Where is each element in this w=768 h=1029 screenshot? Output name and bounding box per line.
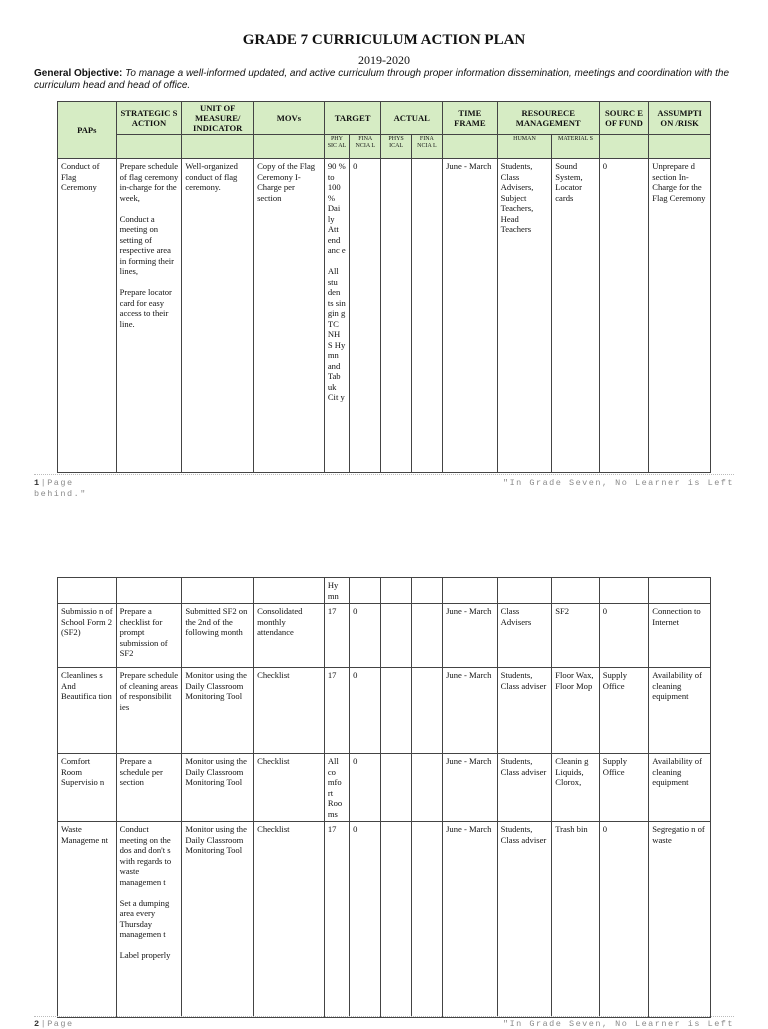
cell-target-fin <box>350 578 381 604</box>
footer-page-label: |Page <box>40 478 74 488</box>
cell-fund: Supply Office <box>599 754 649 822</box>
cell-strategic <box>116 578 182 604</box>
cell-unit: Monitor using the Daily Classroom Monitoring Tool <box>182 668 254 754</box>
footer-quote-2: "In Grade Seven, No Learner is Left <box>502 1019 734 1029</box>
cell-target-phys: 17 <box>324 668 349 754</box>
cell-movs: Copy of the Flag Ceremony I-Charge per section <box>254 159 325 473</box>
cell-target-fin: 0 <box>350 159 381 473</box>
cell-risk <box>649 578 711 604</box>
cell-strategic: Prepare schedule of cleaning areas of responsibilit ies <box>116 668 182 754</box>
cell-risk: Unprepare d section In-Charge for the Flag Ceremony <box>649 159 711 473</box>
sub-human: HUMAN <box>497 135 552 159</box>
cell-material <box>552 578 600 604</box>
cell-fund: 0 <box>599 604 649 668</box>
cell-material: SF2 <box>552 604 600 668</box>
cell-movs: Checklist <box>254 754 325 822</box>
cell-material: Floor Wax, Floor Mop <box>552 668 600 754</box>
cell-material: Trash bin <box>552 822 600 1018</box>
cell-unit: Submitted SF2 on the 2nd of the following month <box>182 604 254 668</box>
cell-time: June - March <box>443 668 498 754</box>
footer-page-1 <box>34 478 74 488</box>
cell-fund: 0 <box>599 159 649 473</box>
cell-unit: Monitor using the Daily Classroom Monitoring Tool <box>182 822 254 1018</box>
table-row <box>58 578 711 604</box>
footer-behind-1: behind." <box>34 489 87 499</box>
cell-actual-fin <box>411 604 442 668</box>
header-strategic: STRATEGIC S ACTION <box>116 102 182 135</box>
cell-fund: 0 <box>599 822 649 1018</box>
footer-rule-1 <box>34 474 734 475</box>
cell-unit <box>182 578 254 604</box>
cell-target-phys: All co mfo rt Roo ms <box>324 754 349 822</box>
table-row <box>58 159 711 473</box>
cell-time: June - March <box>443 159 498 473</box>
table-row <box>58 822 711 1018</box>
cell-actual-phys <box>381 822 411 1018</box>
cell-time <box>443 578 498 604</box>
cell-risk: Availability of cleaning equipment <box>649 668 711 754</box>
table-row <box>58 668 711 754</box>
table-row <box>58 754 711 822</box>
cell-risk: Availability of cleaning equipment <box>649 754 711 822</box>
action-plan-table-page-2 <box>57 577 711 1018</box>
cell-actual-fin <box>411 668 442 754</box>
cell-risk: Connection to Internet <box>649 604 711 668</box>
cell-actual-phys <box>381 668 411 754</box>
cell-strategic: Prepare schedule of flag ceremony in-charge for the week, Conduct a meeting on setting of respective area in forming their lines, Prepare locator card for easy access to their line. <box>116 159 182 473</box>
footer-quote-1: "In Grade Seven, No Learner is Left <box>502 478 734 488</box>
cell-unit: Monitor using the Daily Classroom Monitoring Tool <box>182 754 254 822</box>
cell-target-fin: 0 <box>350 822 381 1018</box>
cell-actual-fin <box>411 578 442 604</box>
document-title: GRADE 7 CURRICULUM ACTION PLAN <box>242 32 526 48</box>
cell-time: June - March <box>443 604 498 668</box>
header-actual: ACTUAL <box>381 102 443 135</box>
footer-page-label-2: |Page <box>40 1019 74 1029</box>
sub-target-financial: FINA NCIA L <box>350 135 381 159</box>
header-unit: UNIT OF MEASURE/ INDICATOR <box>182 102 254 135</box>
header-target: TARGET <box>324 102 381 135</box>
cell-unit: Well-organized conduct of flag ceremony. <box>182 159 254 473</box>
cell-fund: Supply Office <box>599 668 649 754</box>
cell-target-phys: 17 <box>324 822 349 1018</box>
cell-risk: Segregatio n of waste <box>649 822 711 1018</box>
action-plan-table-page-1 <box>57 101 711 473</box>
header-fund: SOURC E OF FUND <box>599 102 649 135</box>
cell-fund <box>599 578 649 604</box>
cell-strategic: Prepare a checklist for prompt submission of SF2 <box>116 604 182 668</box>
header-time: TIME FRAME <box>443 102 498 135</box>
objective-text: To manage a well-informed updated, and active curriculum through proper information dissemination, meetings and coordination with the curriculum head and head of office. <box>34 68 730 91</box>
cell-target-phys: Hy mn <box>324 578 349 604</box>
cell-target-phys: 17 <box>324 604 349 668</box>
cell-paps: Waste Manageme nt <box>58 822 117 1018</box>
page-2-rows <box>58 578 711 1018</box>
cell-human <box>497 578 552 604</box>
cell-actual-fin <box>411 822 442 1018</box>
cell-actual-phys <box>381 159 411 473</box>
cell-actual-fin <box>411 159 442 473</box>
cell-actual-phys <box>381 578 411 604</box>
sub-target-physical: PHY SIC AL <box>324 135 349 159</box>
cell-actual-phys <box>381 754 411 822</box>
footer-page-2 <box>34 1019 74 1029</box>
header-row <box>58 102 711 135</box>
cell-human: Students, Class adviser <box>497 822 552 1018</box>
school-year: 2019-2020 <box>358 53 410 67</box>
cell-target-fin: 0 <box>350 668 381 754</box>
cell-paps: Cleanlines s And Beautifica tion <box>58 668 117 754</box>
page-1-rows <box>58 159 711 473</box>
table-row <box>58 604 711 668</box>
cell-paps: Submissio n of School Form 2 (SF2) <box>58 604 117 668</box>
cell-strategic: Conduct meeting on the dos and don't s with regards to waste managemen t Set a dumping area every Thursday managemen t Label properly <box>116 822 182 1018</box>
cell-human: Students, Class adviser <box>497 754 552 822</box>
sub-actual-financial: FINA NCIA L <box>411 135 442 159</box>
cell-strategic: Prepare a schedule per section <box>116 754 182 822</box>
objective-label: General Objective <box>34 68 120 79</box>
cell-time: June - March <box>443 822 498 1018</box>
subheader-row <box>58 135 711 159</box>
header-movs: MOVs <box>254 102 325 135</box>
cell-time: June - March <box>443 754 498 822</box>
cell-actual-phys <box>381 604 411 668</box>
cell-target-fin: 0 <box>350 604 381 668</box>
cell-paps <box>58 578 117 604</box>
cell-movs: Checklist <box>254 668 325 754</box>
cell-movs: Consolidated monthly attendance <box>254 604 325 668</box>
cell-human: Class Advisers <box>497 604 552 668</box>
general-objective: General Objective: To manage a well-informed updated, and active curriculum through proper information dissemination, meetings and coordination with the curriculum head and head of office. <box>34 68 730 91</box>
footer-page-number-2: 2 <box>34 1019 41 1029</box>
cell-human: Students, Class adviser <box>497 668 552 754</box>
cell-paps: Conduct of Flag Ceremony <box>58 159 117 473</box>
cell-target-fin: 0 <box>350 754 381 822</box>
cell-movs <box>254 578 325 604</box>
cell-actual-fin <box>411 754 442 822</box>
cell-material: Sound System, Locator cards <box>552 159 600 473</box>
cell-movs: Checklist <box>254 822 325 1018</box>
cell-material: Cleanin g Liquids, Clorox, <box>552 754 600 822</box>
header-paps: PAPs <box>58 102 117 159</box>
cell-paps: Comfort Room Supervisio n <box>58 754 117 822</box>
sub-material: MATERIAL S <box>552 135 600 159</box>
sub-actual-physical: PHYS ICAL <box>381 135 411 159</box>
footer-rule-2 <box>34 1016 734 1017</box>
header-risk: ASSUMPTI ON /RISK <box>649 102 711 135</box>
cell-target-phys: 90 % to 100 % Dai ly Att end anc e All stu den ts sin gin g TC NH S Hy mn and Tab uk Cit y <box>324 159 349 473</box>
cell-human: Students, Class Advisers, Subject Teachers, Head Teachers <box>497 159 552 473</box>
footer-page-number: 1 <box>34 478 41 488</box>
header-resource: RESOURECE MANAGEMENT <box>497 102 599 135</box>
